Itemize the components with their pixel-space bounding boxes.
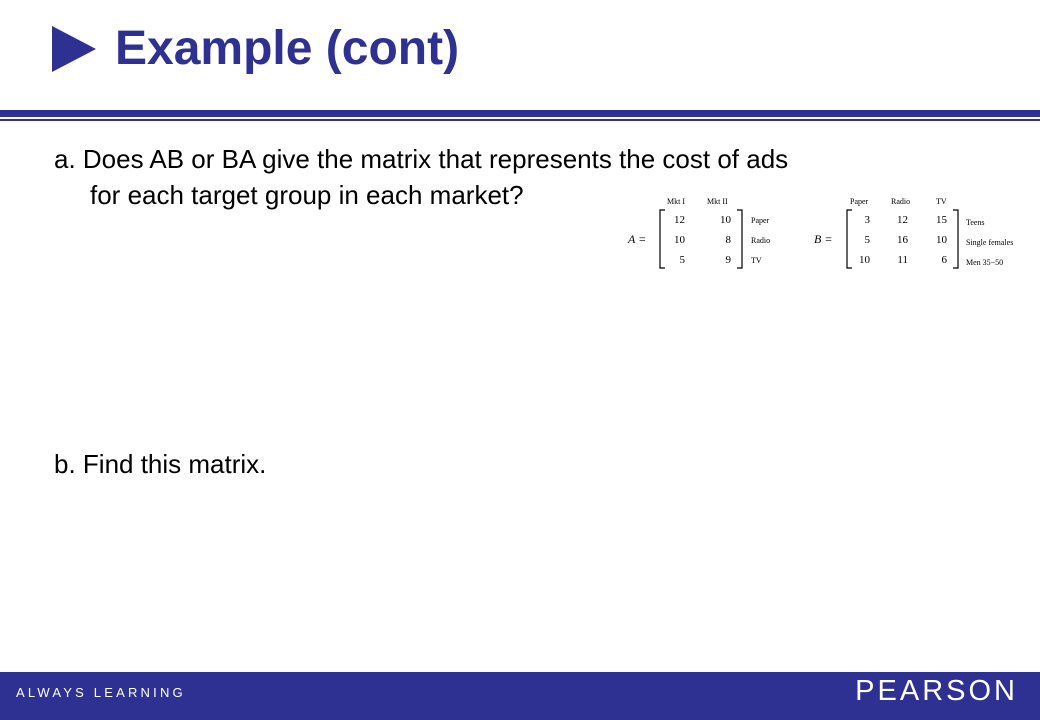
matrix-b-row-label: Men 35−50: [966, 258, 1004, 267]
matrix-figure: [620, 190, 1040, 280]
matrix-b-cell: 11: [897, 254, 908, 266]
matrix-a-row-label: Paper: [751, 216, 770, 225]
matrix-b-row-label: Teens: [966, 218, 985, 227]
matrix-a-right-bracket: [737, 210, 742, 268]
matrix-b-col-header: Radio: [891, 197, 911, 206]
matrix-a-cell: 12: [674, 214, 685, 226]
matrix-a-col-header: Mkt II: [707, 197, 728, 206]
title-divider-thin: [0, 119, 1040, 121]
matrix-a-row-label: Radio: [751, 236, 771, 245]
pearson-logo: PEARSON: [855, 675, 1018, 707]
matrix-a-cell: 5: [679, 254, 685, 266]
triangle-right-icon: [52, 26, 96, 72]
footer-bar: [0, 672, 1040, 720]
matrix-b-left-bracket: [847, 210, 852, 268]
footer-tagline: ALWAYS LEARNING: [16, 685, 186, 700]
question-a-line1: a. Does AB or BA give the matrix that represents the cost of ads: [54, 144, 789, 174]
matrix-a-cell: 9: [725, 254, 731, 266]
matrix-a-col-header: Mkt I: [667, 197, 685, 206]
matrix-b-cell: 10: [936, 234, 947, 246]
matrix-b-right-bracket: [953, 210, 958, 268]
matrix-a-cell: 10: [720, 214, 731, 226]
matrix-a-row-label: TV: [751, 256, 762, 265]
matrix-b-name: B =: [814, 232, 833, 246]
matrix-b-cell: 12: [897, 214, 908, 226]
matrix-b-cell: 5: [864, 234, 870, 246]
matrix-a-left-bracket: [660, 210, 665, 268]
title-bar: [0, 0, 1040, 112]
matrix-b-row-label: Single females: [966, 238, 1014, 247]
matrix-figure-svg: [620, 190, 1040, 280]
question-b: b. Find this matrix.: [54, 449, 267, 479]
question-a-line2: for each target group in each market?: [90, 180, 524, 210]
matrix-a-cell: 8: [725, 234, 731, 246]
matrix-b-cell: 6: [941, 254, 947, 266]
matrix-a-cell: 10: [674, 234, 685, 246]
matrix-b-cell: 15: [936, 214, 947, 226]
matrix-b-col-header: TV: [936, 197, 947, 206]
matrix-b-cell: 16: [897, 234, 908, 246]
matrix-b-cell: 3: [864, 214, 870, 226]
matrix-b-col-header: Paper: [850, 197, 869, 206]
title-divider-thick: [0, 110, 1040, 117]
slide-title: Example (cont): [115, 22, 460, 75]
matrix-a-name: A =: [628, 232, 647, 246]
matrix-b-cell: 10: [859, 254, 870, 266]
